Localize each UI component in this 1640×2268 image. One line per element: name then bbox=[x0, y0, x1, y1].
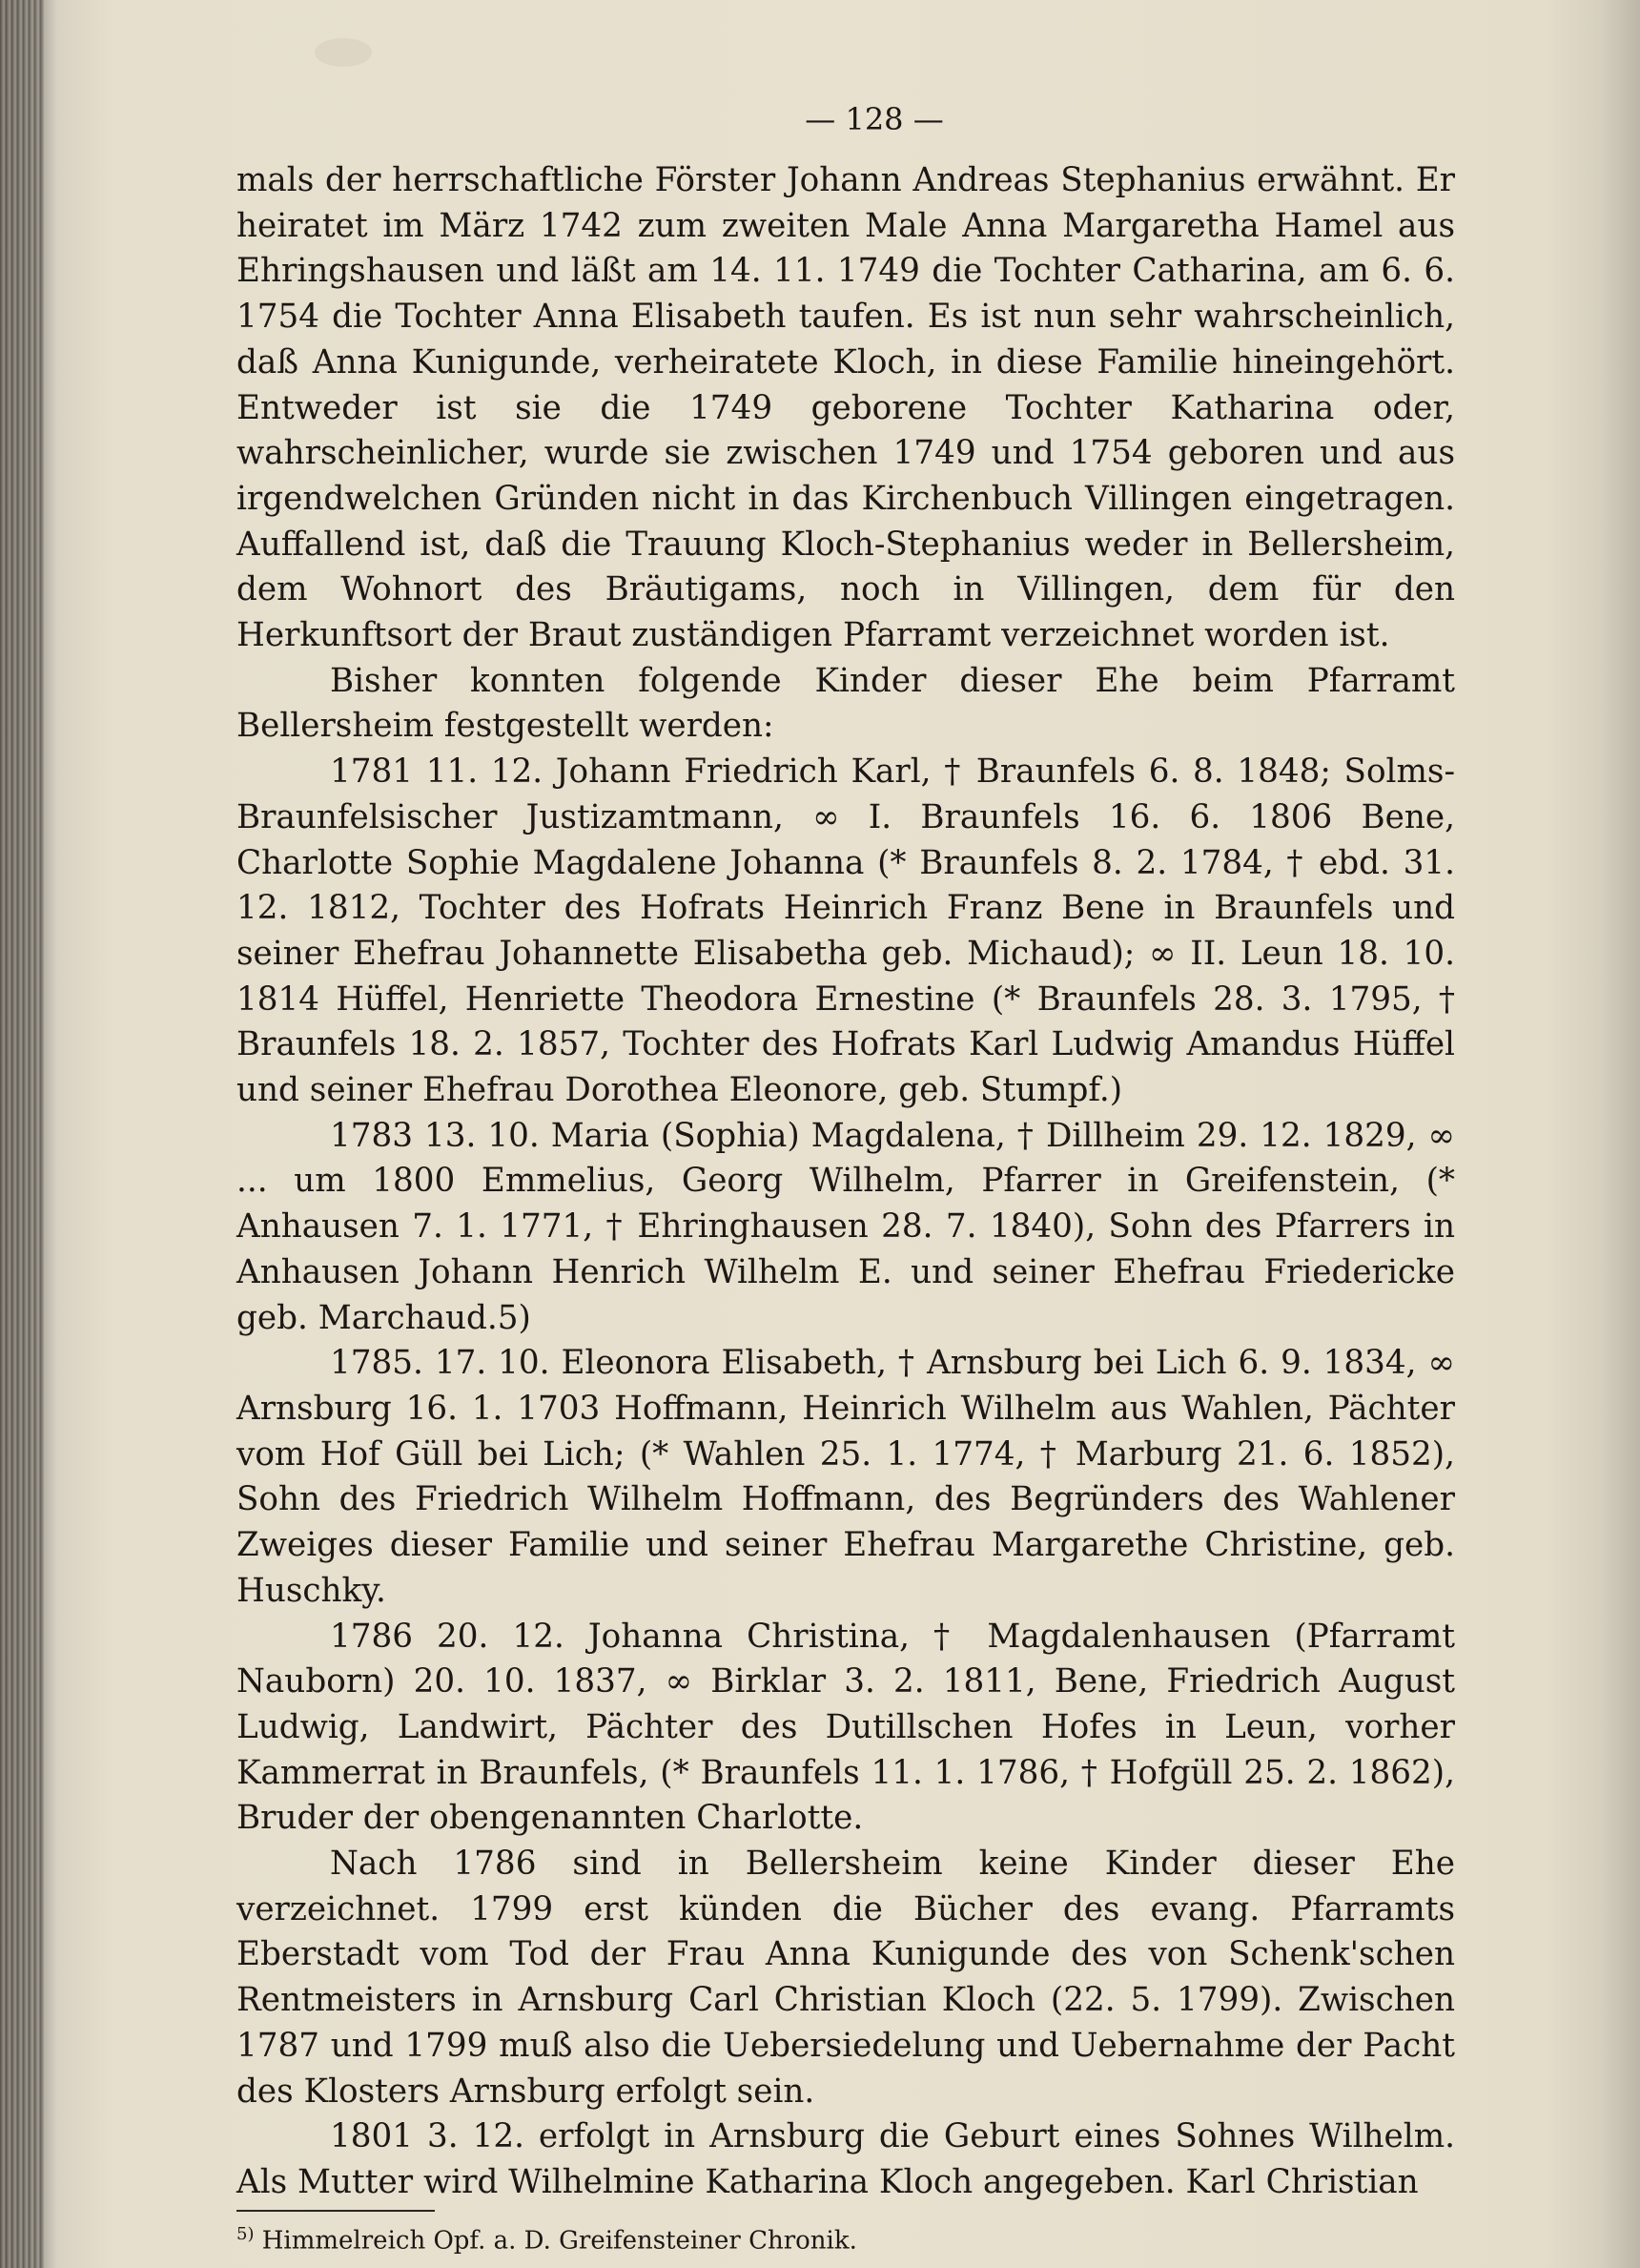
book-page bbox=[236, 95, 1455, 2256]
footnote-text: Himmelreich Opf. a. D. Greifensteiner Chronik. bbox=[261, 2226, 857, 2256]
entry-1786-johanna-christina: 1786 20. 12. Johanna Christina, † Magdalenhausen (Pfarramt Nauborn) 20. 10. 1837, ∞ Birklar 3. 2. 1811, Bene, Friedrich August Ludwig, Landwirt, Pächter des Dutillschen Hofes in Leun, vorher Kammerrat in Braunfels, (* Braunfels 11. 1. 1786, † Hofgüll 25. 2. 1862), Bruder der obengenannten Charlotte. bbox=[236, 1617, 1455, 1838]
footnote-divider bbox=[236, 2210, 435, 2212]
paragraph-children-intro: Bisher konnten folgende Kinder dieser Ehe beim Pfarramt Bellersheim festgestellt werden: bbox=[236, 661, 1455, 746]
entry-1783-maria-magdalena: 1783 13. 10. Maria (Sophia) Magdalena, † Dillheim 29. 12. 1829, ∞ ... um 1800 Emmelius, Georg Wilhelm, Pfarrer in Greifenstein, (* Anhausen 7. 1. 1771, † Ehringhausen 28. 7. 1840), Sohn des Pfarrers in Anhausen Johann Henrich Wilhelm E. und seiner Ehefrau Friedericke geb. Marchaud.5) bbox=[236, 1116, 1455, 1337]
footnote bbox=[236, 2217, 1455, 2258]
entry-1785-eleonora-elisabeth: 1785. 17. 10. Eleonora Elisabeth, † Arnsburg bei Lich 6. 9. 1834, ∞ Arnsburg 16. 1. 1703 Hoffmann, Heinrich Wilhelm aus Wahlen, Pächter vom Hof Güll bei Lich; (* Wahlen 25. 1. 1774, † Marburg 21. 6. 1852), Sohn des Friedrich Wilhelm Hoffmann, des Begründers des Wahlener Zweiges dieser Familie und seiner Ehefrau Margarethe Christine, geb. Huschky. bbox=[236, 1344, 1455, 1610]
paragraph-continuation: mals der herrschaftliche Förster Johann Andreas Stephanius erwähnt. Er heiratet im März 1742 zum zweiten Male Anna Margaretha Hamel aus Ehringshausen und läßt am 14. 11. 1749 die Tochter Catharina, am 6. 6. 1754 die Tochter Anna Elisabeth taufen. Es ist nun sehr wahrscheinlich, daß Anna Kunigunde, verheiratete Kloch, in diese Familie hineingehört. Entweder ist sie die 1749 geborene Tochter Katharina oder, wahrscheinlicher, wurde sie zwischen 1749 und 1754 geboren und aus irgendwelchen Gründen nicht in das Kirchenbuch Villingen eingetragen. Auffallend ist, daß die Trauung Kloch-Stephanius weder in Bellersheim, dem Wohnort des Bräutigams, noch in Villingen, dem für den Herkunftsort der Braut zuständigen Pfarramt verzeichnet worden ist. bbox=[236, 161, 1455, 655]
paragraph-1801-wilhelm: 1801 3. 12. erfolgt in Arnsburg die Geburt eines Sohnes Wilhelm. Als Mutter wird Wilhelmine Katharina Kloch angegeben. Karl Christian bbox=[236, 2117, 1455, 2201]
footnote-marker: 5) bbox=[236, 2223, 255, 2244]
book-page-edges bbox=[0, 0, 44, 2268]
paragraph-after-1786: Nach 1786 sind in Bellersheim keine Kinder dieser Ehe verzeichnet. 1799 erst künden die Bücher des evang. Pfarramts Eberstadt vom Tod der Frau Anna Kunigunde des von Schenk'schen Rentmeisters in Arnsburg Carl Christian Kloch (22. 5. 1799). Zwischen 1787 und 1799 muß also die Uebersiedelung und Uebernahme der Pacht des Klosters Arnsburg erfolgt sein. bbox=[236, 1845, 1455, 2111]
page-number: — 128 — bbox=[805, 101, 944, 137]
entry-1781-johann-friedrich-karl: 1781 11. 12. Johann Friedrich Karl, † Braunfels 6. 8. 1848; Solms-Braunfelsischer Justizamtmann, ∞ I. Braunfels 16. 6. 1806 Bene, Charlotte Sophie Magdalene Johanna (* Braunfels 8. 2. 1784, † ebd. 31. 12. 1812, Tochter des Hofrats Heinrich Franz Bene in Braunfels und seiner Ehefrau Johannette Elisabetha geb. Michaud); ∞ II. Leun 18. 10. 1814 Hüffel, Henriette Theodora Ernestine (* Braunfels 28. 3. 1795, † Braunfels 18. 2. 1857, Tochter des Hofrats Karl Ludwig Amandus Hüffel und seiner Ehefrau Dorothea Eleonore, geb. Stumpf.) bbox=[236, 753, 1455, 1110]
paper-stain bbox=[315, 38, 372, 67]
